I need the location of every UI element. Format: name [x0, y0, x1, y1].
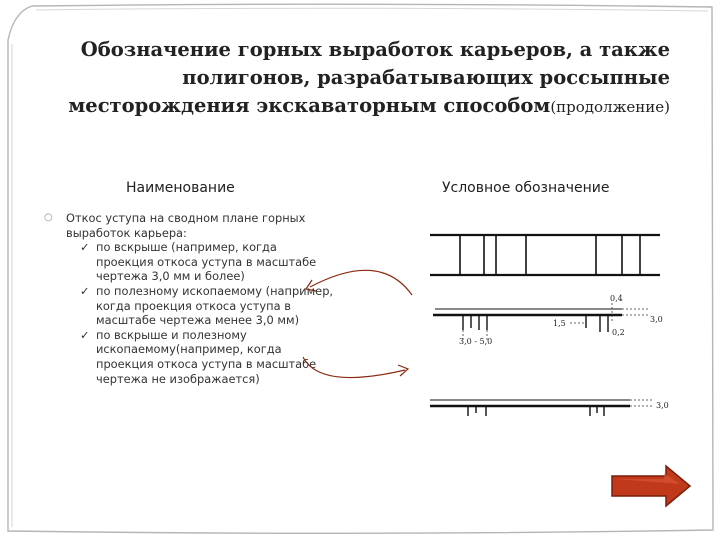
sub-list-item-text: по вскрыше и полезному ископаемому(например, когда проекция откоса уступа в масштабе чертежа не изображается) — [96, 327, 317, 386]
connector-arrow-top-head — [306, 280, 316, 291]
title-main: Обозначение горных выработок карьеров, а также полигонов, разрабатывающих россыпные месторождения экскаваторным способом — [68, 38, 670, 117]
dim-label: 1,5 — [553, 319, 566, 328]
sub-list-item-text: по вскрыше (например, когда проекция откоса уступа в масштабе чертежа 3,0 мм и более) — [96, 240, 317, 284]
checkmark-icon: ✓ — [80, 327, 90, 342]
symbol-combined-slope — [430, 400, 654, 416]
dim-label: 0,4 — [610, 294, 623, 303]
dim-label: 0,2 — [612, 328, 625, 337]
dim-label: 3,0 — [650, 315, 663, 324]
dim-label: 3,0 - 5,0 — [459, 337, 493, 346]
checkmark-icon: ✓ — [80, 283, 90, 298]
checkmark-icon: ✓ — [80, 240, 90, 255]
list-item-text: Откос уступа на сводном плане горных выработок карьера: — [66, 211, 306, 240]
symbol-overburden-slope — [430, 235, 660, 275]
dim-label: 3,0 — [656, 401, 669, 410]
title-suffix: (продолжение) — [550, 98, 670, 116]
arrow-right-icon — [612, 466, 690, 506]
circle-bullet-icon: ○ — [44, 212, 53, 223]
connector-arrows — [303, 270, 412, 377]
connector-arrow-bottom — [303, 357, 405, 378]
connector-arrow-top — [310, 270, 412, 295]
sub-list-item-text: по полезному ископаемому (например, когда проекция откоса уступа в масштабе чертежа менее 3,0 мм) — [96, 283, 334, 328]
next-slide-button[interactable] — [610, 464, 694, 508]
column-header-name: Наименование — [126, 180, 235, 196]
column-header-symbol: Условное обозначение — [442, 180, 610, 196]
